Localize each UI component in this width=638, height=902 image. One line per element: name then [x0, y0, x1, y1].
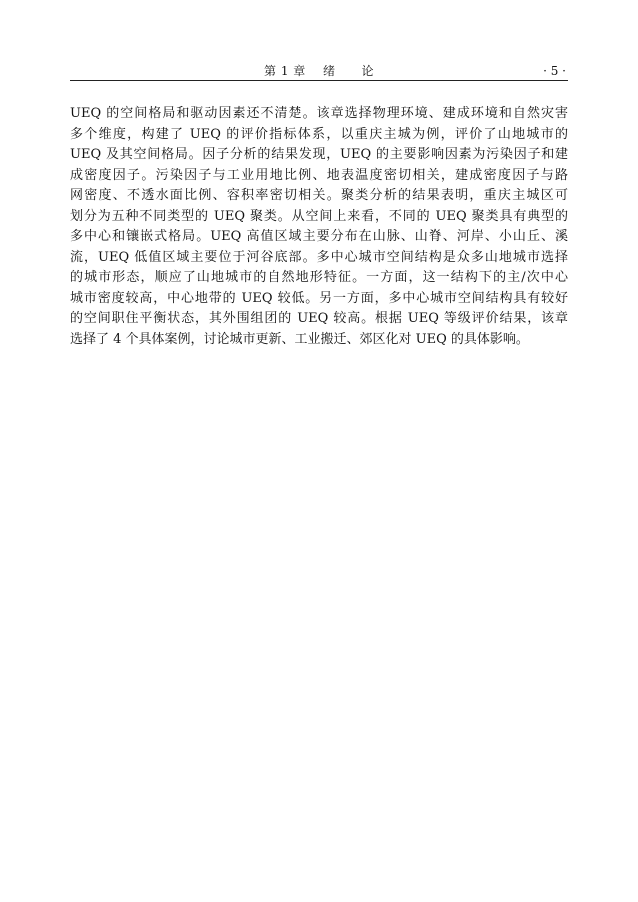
text-line: 网密度、不透水面比例、容积率密切相关。聚类分析的结果表明，重庆主城区可 — [70, 188, 568, 203]
chapter-title: 第 1 章 绪 论 — [264, 64, 374, 78]
text-line: UEQ 的空间格局和驱动因素还不清楚。该章选择物理环境、建成环境和自然灾害 — [70, 106, 568, 121]
text-line: 多中心和镶嵌式格局。UEQ 高值区域主要分布在山脉、山脊、河岸、小山丘、溪 — [70, 229, 568, 244]
text-line: 选择了 4 个具体案例，讨论城市更新、工业搬迁、郊区化对 UEQ 的具体影响。 — [70, 331, 529, 347]
text-line: 的空间职住平衡状态，其外围组团的 UEQ 较高。根据 UEQ 等级评价结果，该章 — [70, 311, 568, 326]
page-number: · 5 · — [543, 64, 566, 78]
text-line: 成密度因子。污染因子与工业用地比例、地表温度密切相关，建成密度因子与路 — [70, 167, 568, 183]
body-paragraph — [70, 104, 568, 350]
text-line: 流，UEQ 低值区域主要位于河谷底部。多中心城市空间结构是众多山地城市选择 — [70, 249, 568, 265]
text-line: UEQ 及其空间格局。因子分析的结果发现，UEQ 的主要影响因素为污染因子和建 — [70, 147, 568, 162]
text-line: 划分为五种不同类型的 UEQ 聚类。从空间上来看，不同的 UEQ 聚类具有典型的 — [70, 208, 568, 224]
text-line: 多个维度，构建了 UEQ 的评价指标体系，以重庆主城为例，评价了山地城市的 — [70, 126, 568, 142]
page-header — [70, 62, 568, 81]
text-line: 城市密度较高，中心地带的 UEQ 较低。另一方面，多中心城市空间结构具有较好 — [70, 290, 568, 306]
text-line: 的城市形态，顺应了山地城市的自然地形特征。一方面，这一结构下的主/次中心 — [70, 270, 568, 285]
